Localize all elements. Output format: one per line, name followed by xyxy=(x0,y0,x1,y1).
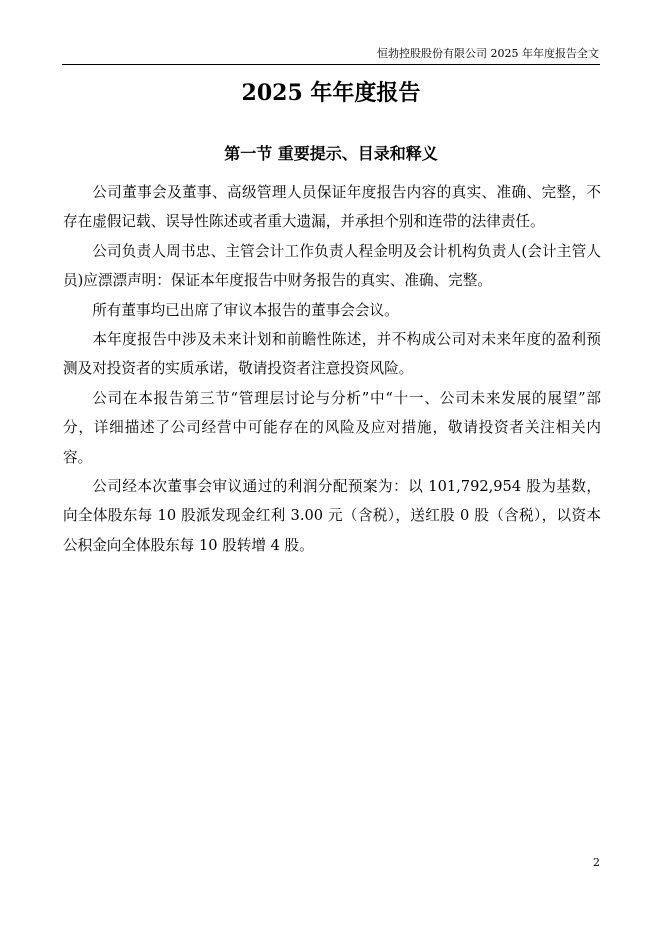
report-title: 2025 年年度报告 xyxy=(241,80,421,106)
section-heading: 第一节 重要提示、目录和释义 xyxy=(224,144,438,163)
header-divider xyxy=(62,64,600,65)
paragraph-board-guarantee: 公司董事会及董事、高级管理人员保证年度报告内容的真实、准确、完整，不存在虚假记载、误导性陈述或者重大遗漏，并承担个别和连带的法律责任。 xyxy=(63,184,601,231)
paragraph-responsible-persons: 公司负责人周书忠、主管会计工作负责人程金明及会计机构负责人(会计主管人员)应漂漂声明：保证本年度报告中财务报告的真实、准确、完整。 xyxy=(63,242,601,290)
paragraph-board-attendance: 所有董事均已出席了审议本报告的董事会会议。 xyxy=(92,301,399,319)
running-header: 恒勃控股股份有限公司 2025 年年度报告全文 xyxy=(377,47,599,60)
page-number: 2 xyxy=(593,856,600,869)
body-text xyxy=(63,178,601,560)
paragraph-risk-notice: 公司在本报告第三节“管理层讨论与分析”中“十一、公司未来发展的展望”部分，详细描述了公司经营中可能存在的风险及应对措施，敬请投资者关注相关内容。 xyxy=(63,389,601,466)
paragraph-forward-looking: 本年度报告中涉及未来计划和前瞻性陈述，并不构成公司对未来年度的盈利预测及对投资者的实质承诺，敬请投资者注意投资风险。 xyxy=(63,331,601,378)
paragraph-profit-distribution: 公司经本次董事会审议通过的利润分配预案为：以 101,792,954 股为基数，向全体股东每 10 股派发现金红利 3.00 元（含税），送红股 0 股（含税），以资本公积金向全体股东每 10 股转增 4 股。 xyxy=(63,478,601,554)
